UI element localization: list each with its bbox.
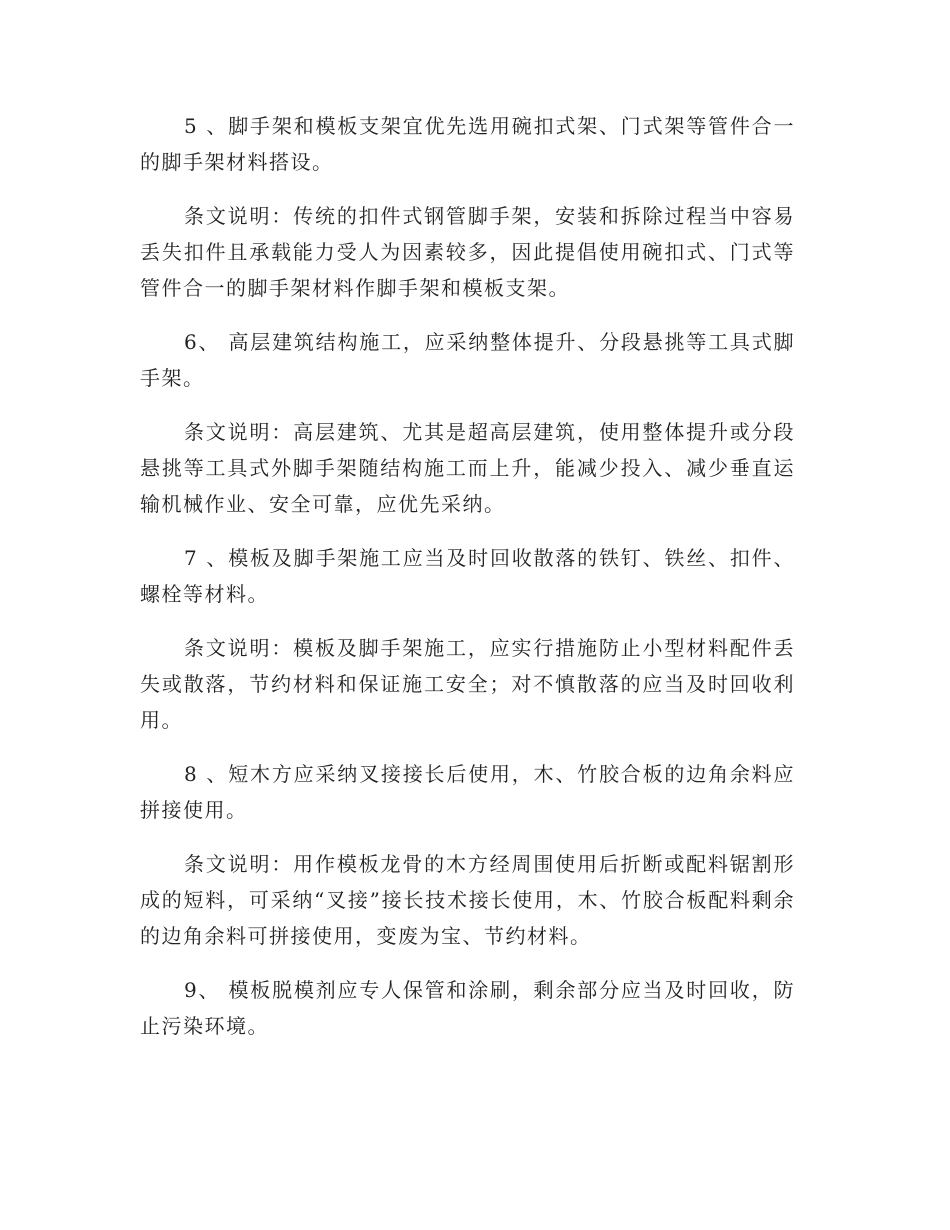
document-body [140, 108, 795, 1062]
clause-9: 9、 模板脱模剂应专人保管和涂刷，剩余部分应当及时回收，防止污染环境。 [140, 978, 795, 1038]
clause-7-explanation: 条文说明：模板及脚手架施工，应实行措施防止小型材料配件丢失或散落，节约材料和保证施工安全；对不慎散落的应当及时回收利用。 [140, 636, 795, 732]
clause-6-explanation: 条文说明：高层建筑、尤其是超高层建筑，使用整体提升或分段悬挑等工具式外脚手架随结构施工而上升，能减少投入、减少垂直运输机械作业、安全可靠，应优先采纳。 [140, 420, 795, 516]
clause-8-explanation: 条文说明：用作模板龙骨的木方经周围使用后折断或配料锯割形成的短料，可采纳“叉接”接长技术接长使用，木、竹胶合板配料剩余的边角余料可拼接使用，变废为宝、节约材料。 [140, 852, 795, 948]
clause-8: 8 、短木方应采纳叉接接长后使用，木、竹胶合板的边角余料应拼接使用。 [140, 762, 795, 822]
clause-7: 7 、模板及脚手架施工应当及时回收散落的铁钉、铁丝、扣件、螺栓等材料。 [140, 546, 795, 606]
clause-5-explanation: 条文说明：传统的扣件式钢管脚手架，安装和拆除过程当中容易丢失扣件且承载能力受人为因素较多，因此提倡使用碗扣式、门式等管件合一的脚手架材料作脚手架和模板支架。 [140, 204, 795, 300]
clause-5: 5 、脚手架和模板支架宜优先选用碗扣式架、门式架等管件合一的脚手架材料搭设。 [140, 114, 795, 174]
clause-6: 6、 高层建筑结构施工，应采纳整体提升、分段悬挑等工具式脚手架。 [140, 330, 795, 390]
